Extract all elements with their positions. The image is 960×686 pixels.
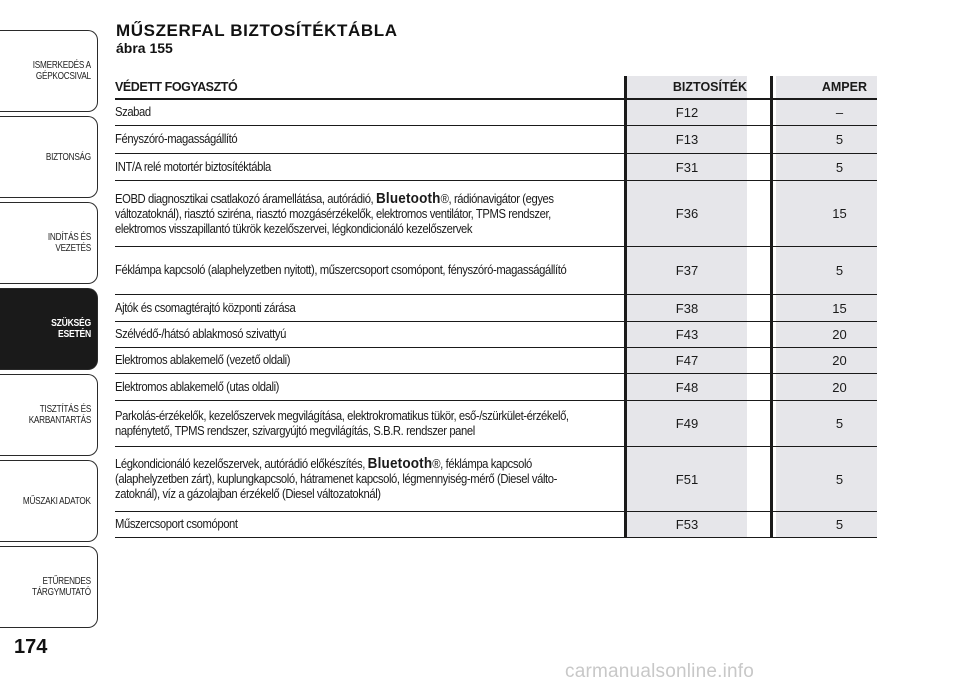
- tab-biztonsag[interactable]: [0, 116, 98, 198]
- amp-value: 5: [835, 159, 844, 175]
- fuse-id: F49: [675, 416, 699, 431]
- tab-label: ETŰRENDES TÁRGYMUTATÓ: [32, 576, 91, 598]
- amp-value: 15: [832, 300, 847, 316]
- amp-value: –: [835, 105, 844, 120]
- tab-label: SZÜKSÉG ESETÉN: [51, 317, 91, 340]
- table-row: [115, 512, 877, 538]
- amp-value: 5: [835, 416, 844, 431]
- consumer-name: Elektromos ablakemelő (vezető oldali): [115, 353, 291, 367]
- fuse-id: F53: [675, 517, 699, 532]
- consumer-name: Légkondicionáló kezelőszervek, autórádió előkészítés, Bluetooth®, féklámpa kapcsoló (alaphelyzetben zárt), kuplungkapcsoló, hátramenet kapcsoló, légmennyiség-mérő (Diesel válto-zatoknál), víz a gázolajban érzékelő (Diesel változatoknál): [115, 455, 557, 501]
- consumer-name: Féklámpa kapcsoló (alaphelyzetben nyitott), műszercsoport csomópont, fényszóró-magasságállító: [115, 263, 567, 277]
- header-fuse: BIZTOSÍTÉK: [672, 80, 747, 94]
- amp-value: 5: [835, 517, 844, 532]
- bluetooth-brand: Bluetooth: [376, 189, 441, 207]
- tab-tisztitas[interactable]: [0, 374, 98, 456]
- header-consumer: VÉDETT FOGYASZTÓ: [115, 79, 238, 94]
- fuse-id: F37: [675, 263, 699, 278]
- table-row: [115, 100, 877, 126]
- consumer-name: Szabad: [115, 105, 151, 119]
- consumer-name: Parkolás-érzékelők, kezelőszervek megvilágítása, elektrokromatikus tükör, eső-/szürkület-érzékelő, napfénytető, TPMS rendszer, szivargyújtó megvilágítás, S.B.R. rendszer panel: [115, 408, 569, 438]
- table-row: [115, 401, 877, 447]
- tab-targymutato[interactable]: [0, 546, 98, 628]
- fuse-id: F13: [675, 132, 699, 147]
- tab-inditas[interactable]: [0, 202, 98, 284]
- fuse-id: F31: [675, 159, 699, 175]
- tab-label: ISMERKEDÉS A GÉPKOCSIVAL: [32, 60, 91, 82]
- bluetooth-brand: Bluetooth: [367, 455, 433, 472]
- table-row: [115, 322, 877, 348]
- tab-label: MŰSZAKI ADATOK: [23, 495, 91, 507]
- table-row: [115, 447, 877, 512]
- consumer-name: Fényszóró-magasságállító: [115, 132, 238, 146]
- fuse-id: F51: [675, 471, 699, 487]
- table-row: [115, 247, 877, 295]
- tab-label: BIZTONSÁG: [45, 151, 91, 163]
- amp-value: 5: [835, 132, 844, 147]
- table-row: [115, 295, 877, 322]
- tab-ismerkedes[interactable]: [0, 30, 98, 112]
- fuse-id: F47: [675, 353, 699, 368]
- page-title: MŰSZERFAL BIZTOSÍTÉKTÁBLA: [116, 21, 398, 40]
- amp-value: 20: [832, 379, 847, 395]
- table-row: [115, 154, 877, 181]
- amp-value: 20: [832, 327, 847, 342]
- table-row: [115, 348, 877, 374]
- page-number: 174: [14, 636, 48, 658]
- table-header: [115, 76, 877, 100]
- consumer-name: Ajtók és csomagtérajtó központi zárása: [115, 300, 296, 315]
- figure-reference: ábra 155: [116, 40, 173, 56]
- table-row: [115, 126, 877, 154]
- consumer-name: Műszercsoport csomópont: [115, 517, 238, 531]
- tab-szukseg-eseten[interactable]: [0, 288, 98, 370]
- tab-muszaki-adatok[interactable]: [0, 460, 98, 542]
- fuse-id: F48: [675, 379, 699, 395]
- fuse-id: F12: [675, 105, 699, 120]
- consumer-name: EOBD diagnosztikai csatlakozó áramellátása, autórádió, Bluetooth®, rádiónavigátor (egyes változatoknál), riasztó sziréna, riasztó mozgásérzékelők, elektromos ventilátor, TPMS rendszer, elektromos visszapillantó tükrök kezelőszervei, légkondicionáló kezelőszervek: [115, 189, 554, 236]
- amp-value: 20: [832, 353, 847, 368]
- consumer-name: Elektromos ablakemelő (utas oldali): [115, 379, 280, 394]
- table-row: [115, 374, 877, 401]
- tab-label: INDÍTÁS ÉS VEZETÉS: [47, 232, 91, 254]
- chapter-tabs: [0, 0, 100, 640]
- consumer-name: INT/A relé motortér biztosítéktábla: [115, 159, 271, 174]
- tab-label: TISZTÍTÁS ÉS KARBANTARTÁS: [28, 404, 91, 426]
- amp-value: 5: [835, 263, 844, 278]
- watermark: carmanualsonline.info: [565, 661, 755, 682]
- amp-value: 15: [832, 206, 847, 221]
- fuse-id: F43: [675, 327, 699, 342]
- consumer-name: Szélvédő-/hátsó ablakmosó szivattyú: [115, 327, 286, 341]
- table-row: [115, 181, 877, 247]
- amp-value: 5: [835, 471, 844, 487]
- fuse-id: F36: [675, 206, 699, 221]
- fuse-id: F38: [675, 300, 699, 316]
- header-amp: AMPER: [821, 80, 867, 94]
